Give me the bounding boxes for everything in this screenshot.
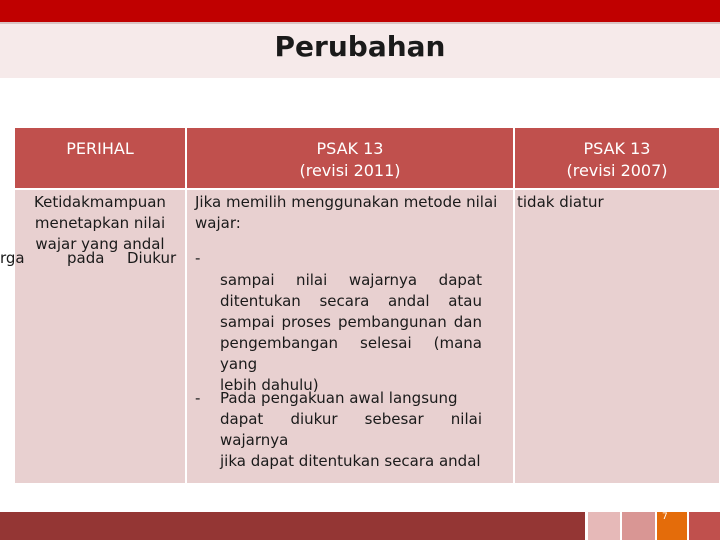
slide-title: Perubahan — [274, 30, 446, 63]
page-number: 7 — [662, 512, 668, 522]
top-accent-bar — [0, 0, 720, 22]
header-2007-line1: PSAK 13 — [583, 139, 651, 158]
item1-text — [220, 270, 482, 396]
header-2011-line2: (revisi 2011) — [299, 161, 401, 180]
intro-line2: wajar: — [195, 214, 241, 232]
footer-square-red — [689, 512, 720, 540]
footer-square-light — [588, 512, 620, 540]
cell-revisi-2007 — [515, 190, 719, 483]
item1-line1: sampai nilai wajarnya dapat — [220, 271, 482, 289]
item2-dash: - — [195, 389, 201, 407]
perihal-text — [15, 190, 185, 255]
header-psak-2007 — [515, 128, 719, 188]
header-2007-line2: (revisi 2007) — [566, 161, 668, 180]
perihal-fragment-left: rga — [0, 249, 25, 267]
header-psak-2011 — [187, 128, 513, 188]
item1-line3: sampai proses pembangunan dan — [220, 313, 482, 331]
item1-line5: lebih dahulu) — [220, 376, 319, 394]
item1-line2: ditentukan secara andal atau — [220, 292, 482, 310]
revisi2011-intro — [195, 192, 500, 234]
perihal-fragment-right: Diukur — [127, 249, 177, 267]
perihal-line3: wajar yang andal — [35, 235, 165, 253]
revisi2007-text: tidak diatur — [517, 193, 604, 211]
cell-revisi-2011 — [187, 190, 513, 483]
footer-square-mid — [622, 512, 655, 540]
header-2011-line1: PSAK 13 — [316, 139, 384, 158]
perihal-line2: menetapkan nilai — [34, 214, 166, 232]
item1-dash: - — [195, 249, 201, 267]
perihal-line1: Ketidakmampuan — [34, 193, 166, 211]
item1-line4: pengembangan selesai (mana yang — [220, 334, 482, 373]
header-perihal-label: PERIHAL — [66, 139, 134, 158]
item2-line3: jika dapat ditentukan secara andal — [220, 452, 481, 470]
perihal-fragment-mid: pada — [67, 249, 105, 267]
item2-line1: Pada pengakuan awal langsung — [220, 389, 458, 407]
item2-text — [220, 388, 482, 472]
footer-bar — [0, 512, 585, 540]
header-perihal — [15, 128, 185, 188]
cell-perihal — [0, 190, 185, 483]
item2-line2: dapat diukur sebesar nilai wajarnya — [220, 410, 482, 449]
intro-line1: Jika memilih menggunakan metode nilai — [195, 193, 498, 211]
